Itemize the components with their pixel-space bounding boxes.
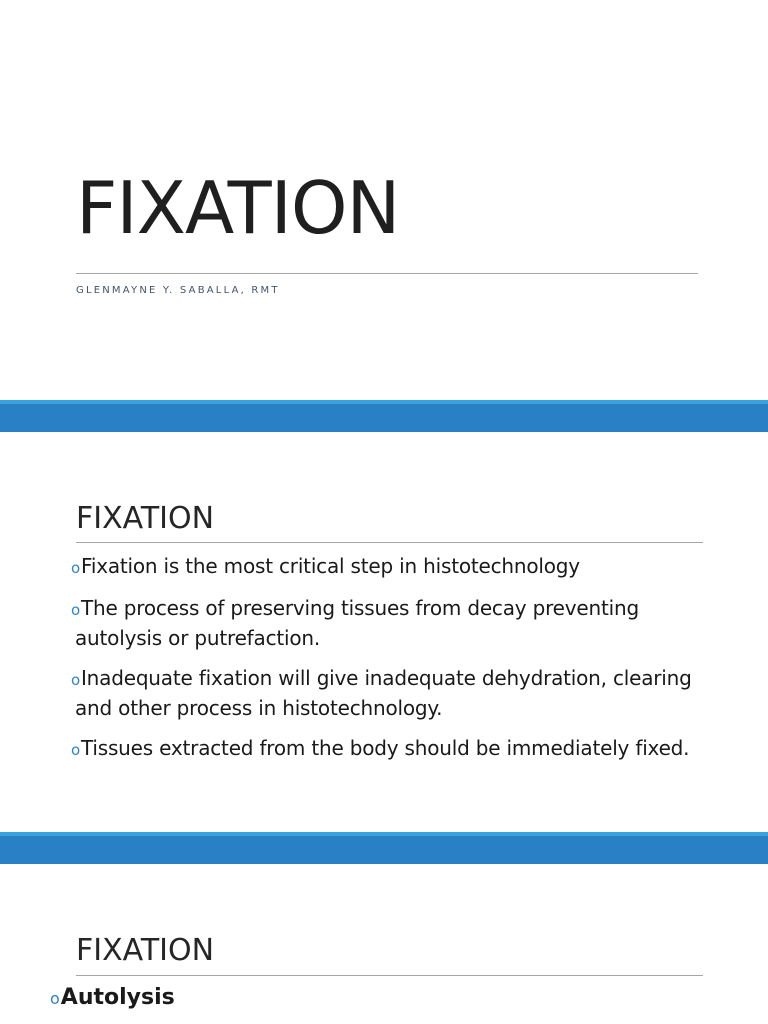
slide-heading: FIXATION bbox=[76, 501, 215, 536]
slide-title: FIXATION bbox=[76, 166, 400, 250]
slide-separator bbox=[0, 400, 768, 432]
bullet-item bbox=[71, 664, 715, 722]
bullet-icon: o bbox=[71, 741, 80, 759]
bullet-item bbox=[71, 552, 715, 582]
slide-separator bbox=[0, 832, 768, 864]
title-slide bbox=[0, 0, 768, 400]
bullet-icon: o bbox=[71, 671, 80, 689]
bullet-icon: o bbox=[50, 989, 60, 1008]
content-slide-fixation bbox=[0, 432, 768, 832]
bullet-item bbox=[50, 983, 175, 1014]
bullet-text: The process of preserving tissues from decay preventing autolysis or putrefaction. bbox=[75, 596, 639, 650]
bullet-item bbox=[71, 734, 715, 764]
content-slide-autolysis bbox=[0, 864, 768, 1024]
bullet-text: Fixation is the most critical step in histotechnology bbox=[80, 554, 580, 578]
slide-heading: FIXATION bbox=[76, 933, 215, 968]
bullet-item bbox=[71, 594, 715, 652]
bullet-text: Inadequate fixation will give inadequate dehydration, clearing and other process in histotechnology. bbox=[75, 666, 692, 720]
bullet-list bbox=[50, 983, 175, 1014]
bullet-icon: o bbox=[71, 601, 80, 619]
slide-subtitle: GLENMAYNE Y. SABALLA, RMT bbox=[76, 285, 280, 296]
bullet-text: Autolysis bbox=[60, 985, 175, 1010]
heading-divider bbox=[76, 542, 703, 543]
title-divider bbox=[76, 273, 698, 274]
heading-divider bbox=[76, 975, 703, 976]
bullet-icon: o bbox=[71, 559, 80, 577]
bullet-text: Tissues extracted from the body should be immediately fixed. bbox=[80, 736, 690, 760]
bullet-list bbox=[71, 552, 715, 776]
